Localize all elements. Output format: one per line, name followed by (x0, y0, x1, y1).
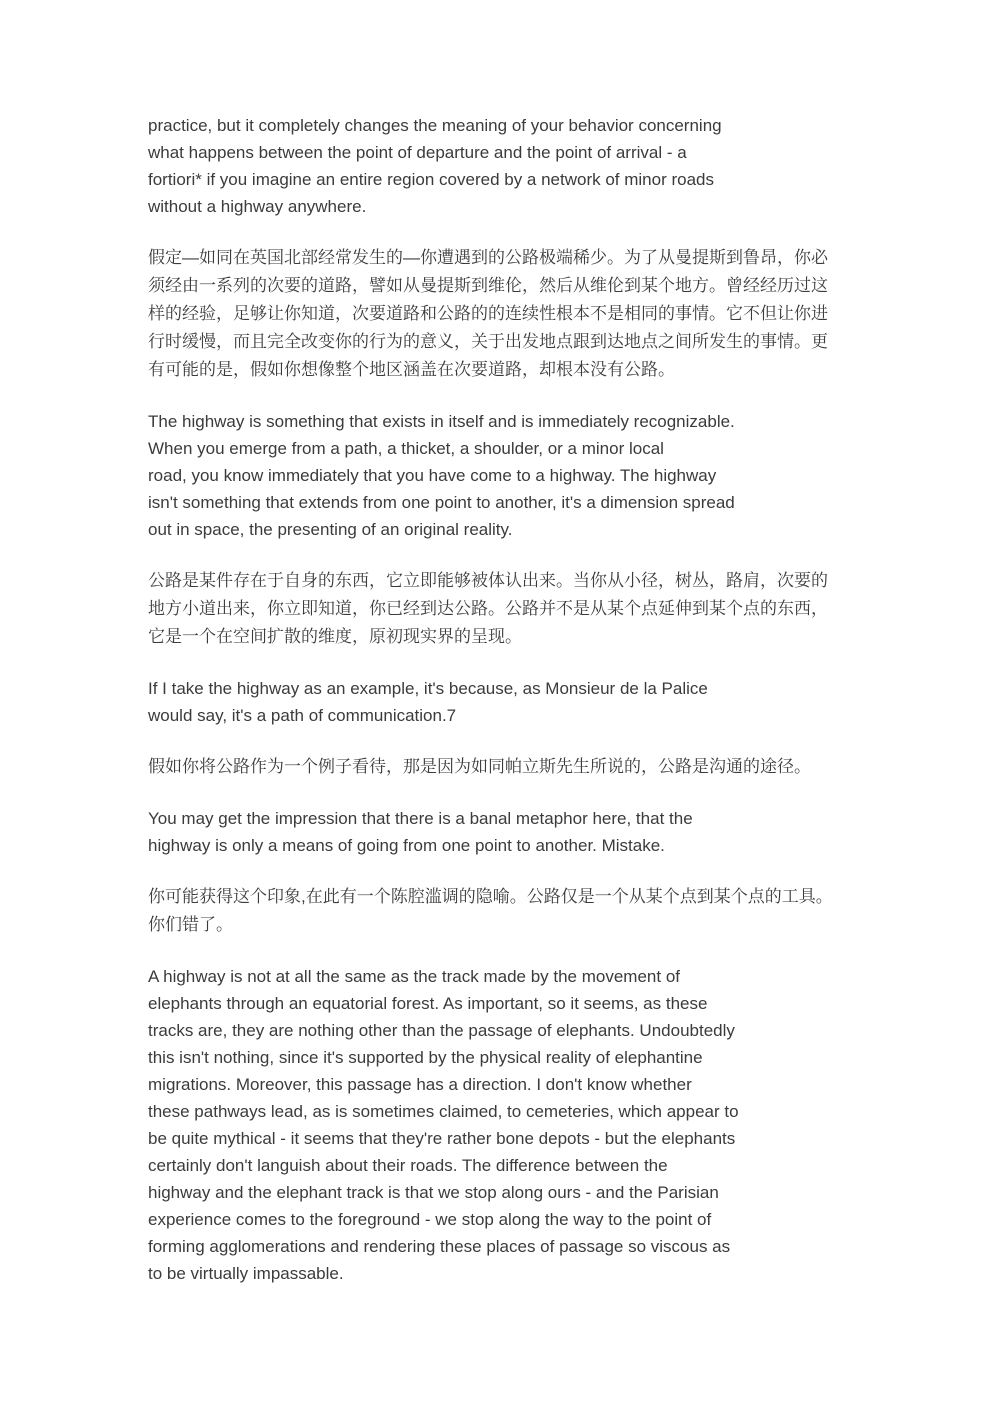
text-line: 须经由一系列的次要的道路，譬如从曼提斯到维伦，然后从维伦到某个地方。曾经经历过这 (148, 276, 828, 295)
paragraph-4-zh (148, 567, 908, 651)
text-line: what happens between the point of departure and the point of arrival - a (148, 143, 687, 162)
paragraph-9-en (148, 963, 908, 1287)
paragraph-5-en (148, 675, 908, 729)
text-line: to be virtually impassable. (148, 1264, 344, 1283)
document-body (148, 112, 908, 1311)
text-line: The highway is something that exists in itself and is immediately recognizable. (148, 412, 735, 431)
paragraph-1-en (148, 112, 908, 220)
text-line: You may get the impression that there is a banal metaphor here, that the (148, 809, 693, 828)
text-line: fortiori* if you imagine an entire region covered by a network of minor roads (148, 170, 715, 189)
text-line: 有可能的是，假如你想像整个地区涵盖在次要道路，却根本没有公路。 (148, 360, 675, 379)
text-line: certainly don't languish about their roads. The difference between the (148, 1156, 668, 1175)
text-line: 公路是某件存在于自身的东西，它立即能够被体认出来。当你从小径，树丛，路肩，次要的 (148, 571, 828, 590)
text-line: migrations. Moreover, this passage has a direction. I don't know whether (148, 1075, 692, 1094)
text-line: would say, it's a path of communication.7 (148, 706, 457, 725)
text-line: elephants through an equatorial forest. As important, so it seems, as these (148, 994, 708, 1013)
text-line: 样的经验，足够让你知道，次要道路和公路的的连续性根本不是相同的事情。它不但让你进 (148, 304, 828, 323)
text-line: highway and the elephant track is that we stop along ours - and the Parisian (148, 1183, 719, 1202)
text-line: without a highway anywhere. (148, 197, 367, 216)
paragraph-2-zh (148, 244, 908, 384)
text-line: A highway is not at all the same as the track made by the movement of (148, 967, 680, 986)
text-line: be quite mythical - it seems that they're rather bone depots - but the elephants (148, 1129, 736, 1148)
paragraph-8-zh (148, 883, 908, 939)
text-line: forming agglomerations and rendering these places of passage so viscous as (148, 1237, 731, 1256)
paragraph-7-en (148, 805, 908, 859)
paragraph-6-zh (148, 753, 908, 781)
text-line: these pathways lead, as is sometimes claimed, to cemeteries, which appear to (148, 1102, 739, 1121)
text-line: road, you know immediately that you have come to a highway. The highway (148, 466, 717, 485)
text-line: out in space, the presenting of an original reality. (148, 520, 513, 539)
text-line: When you emerge from a path, a thicket, a shoulder, or a minor local (148, 439, 664, 458)
text-line: 它是一个在空间扩散的维度，原初现实界的呈现。 (148, 627, 522, 646)
text-line: highway is only a means of going from one point to another. Mistake. (148, 836, 665, 855)
text-line: 假定—如同在英国北部经常发生的—你遭遇到的公路极端稀少。为了从曼提斯到鲁昂，你必 (148, 248, 828, 267)
text-line: 行时缓慢，而且完全改变你的行为的意义，关于出发地点跟到达地点之间所发生的事情。更 (148, 332, 828, 351)
text-line: tracks are, they are nothing other than the passage of elephants. Undoubtedly (148, 1021, 735, 1040)
text-line: isn't something that extends from one point to another, it's a dimension spread (148, 493, 735, 512)
text-line: practice, but it completely changes the meaning of your behavior concerning (148, 116, 722, 135)
text-line: 你可能获得这个印象,在此有一个陈腔滥调的隐喻。公路仅是一个从某个点到某个点的工具。 (148, 887, 833, 906)
text-line: If I take the highway as an example, it's because, as Monsieur de la Palice (148, 679, 708, 698)
text-line: 你们错了。 (148, 915, 233, 934)
paragraph-3-en (148, 408, 908, 543)
text-line: 地方小道出来，你立即知道，你已经到达公路。公路并不是从某个点延伸到某个点的东西， (148, 599, 828, 618)
text-line: 假如你将公路作为一个例子看待，那是因为如同帕立斯先生所说的，公路是沟通的途径。 (148, 757, 811, 776)
text-line: experience comes to the foreground - we stop along the way to the point of (148, 1210, 712, 1229)
text-line: this isn't nothing, since it's supported by the physical reality of elephantine (148, 1048, 703, 1067)
